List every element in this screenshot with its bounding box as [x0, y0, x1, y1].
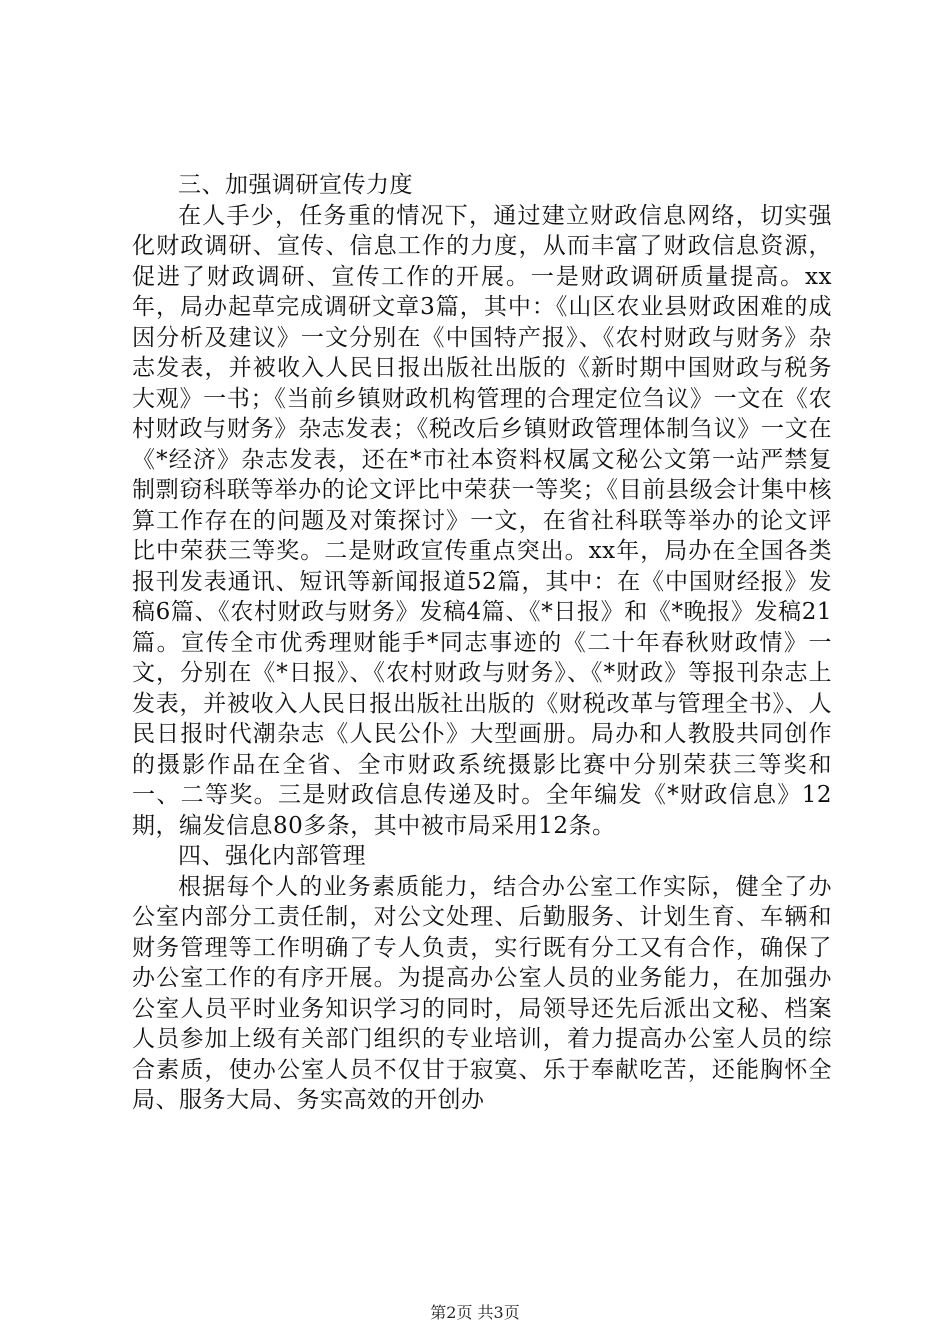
page-footer [0, 1303, 950, 1323]
section-heading-management: 四、强化内部管理 [178, 843, 366, 869]
page-number-label: 第2页 共3页 [430, 1303, 520, 1322]
section-paragraph-research: 在人手少，任务重的情况下，通过建立财政信息网络，切实强化财政调研、宣传、信息工作的力度，从而丰富了财政信息资源，促进了财政调研、宣传工作的开展。一是财政调研质量提高。xx年，局办起草完成调研文章3篇，其中：《山区农业县财政困难的成因分析及建议》一文分别在《中国特产报》、《农村财政与财务》杂志发表，并被收入人民日报出版社出版的《新时期中国财政与税务大观》一书；《当前乡镇财政机构管理的合理定位刍议》一文在《农村财政与财务》杂志发表；《税改后乡镇财政管理体制刍议》一文在《*经济》杂志发表，还在*市社本资料权属文秘公文第一站严禁复制剽窃科联等举办的论文评比中荣获一等奖；《目前县级会计集中核算工作存在的问题及对策探讨》一文，在省社科联等举办的论文评比中荣获三等奖。二是财政宣传重点突出。xx年，局办在全国各类报刊发表通讯、短讯等新闻报道52篇，其中：在《中国财经报》发稿6篇、《农村财政与财务》发稿4篇、《*日报》和《*晚报》发稿21篇。宣传全市优秀理财能手*同志事迹的《二十年春秋财政情》一文，分别在《*日报》、《农村财政与财务》、《*财政》等报刊杂志上发表，并被收入人民日报出版社出版的《财税改革与管理全书》、人民日报时代潮杂志《人民公仆》大型画册。局办和人教股共同创作的摄影作品在全省、全市财政系统摄影比赛中分别荣获三等奖和一、二等奖。三是财政信息传递及时。全年编发《*财政信息》12期，编发信息80多条，其中被市局采用12条。 [132, 202, 832, 839]
document-body [132, 170, 832, 1116]
section-heading-research: 三、加强调研宣传力度 [178, 172, 413, 198]
section-paragraph-management: 根据每个人的业务素质能力，结合办公室工作实际，健全了办公室内部分工责任制，对公文处理、后勤服务、计划生育、车辆和财务管理等工作明确了专人负责，实行既有分工又有合作，确保了办公室工作的有序开展。为提高办公室人员的业务能力，在加强办公室人员平时业务知识学习的同时，局领导还先后派出文秘、档案人员参加上级有关部门组织的专业培训，着力提高办公室人员的综合素质，使办公室人员不仅甘于寂寞、乐于奉献吃苦，还能胸怀全局、服务大局、务实高效的开创办 [132, 873, 832, 1113]
